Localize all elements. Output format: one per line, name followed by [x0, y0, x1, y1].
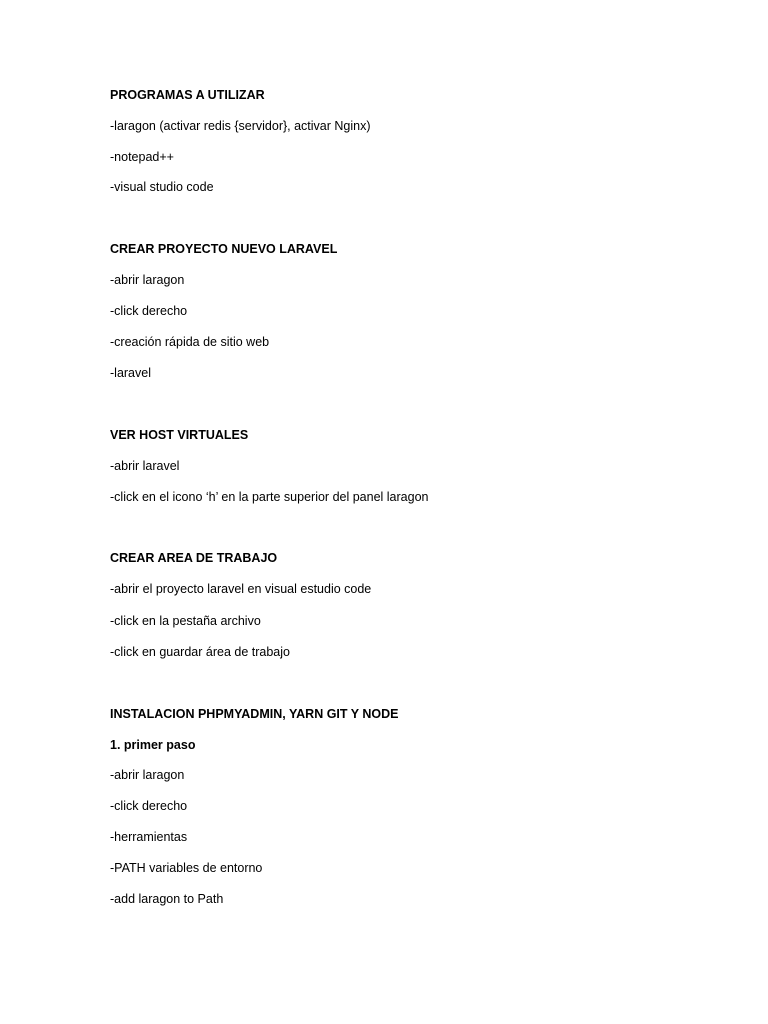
- section-heading: INSTALACION PHPMYADMIN, YARN GIT Y NODE: [110, 707, 399, 721]
- section-heading: CREAR AREA DE TRABAJO: [110, 551, 278, 565]
- list-item: -PATH variables de entorno: [110, 861, 263, 875]
- list-item: -click derecho: [110, 799, 188, 813]
- list-item: -click en guardar área de trabajo: [110, 645, 290, 659]
- list-item: -abrir laravel: [110, 459, 180, 473]
- section-heading: CREAR PROYECTO NUEVO LARAVEL: [110, 242, 338, 256]
- list-item: -herramientas: [110, 830, 188, 844]
- list-item: -abrir laragon: [110, 273, 185, 287]
- section-heading: PROGRAMAS A UTILIZAR: [110, 88, 265, 102]
- list-item: -laragon (activar redis {servidor}, activar Nginx): [110, 119, 371, 133]
- list-item: -click en el icono ‘h’ en la parte superior del panel laragon: [110, 490, 429, 504]
- list-item: -add laragon to Path: [110, 892, 224, 906]
- list-item: -abrir laragon: [110, 768, 185, 782]
- list-item: -click en la pestaña archivo: [110, 614, 261, 628]
- list-item: -laravel: [110, 366, 151, 380]
- section-heading: VER HOST VIRTUALES: [110, 428, 249, 442]
- list-item: -visual studio code: [110, 180, 214, 194]
- list-item: -click derecho: [110, 304, 188, 318]
- list-item: -notepad++: [110, 150, 174, 164]
- step-label: 1. primer paso: [110, 738, 196, 752]
- list-item: -abrir el proyecto laravel en visual estudio code: [110, 582, 372, 596]
- list-item: -creación rápida de sitio web: [110, 335, 270, 349]
